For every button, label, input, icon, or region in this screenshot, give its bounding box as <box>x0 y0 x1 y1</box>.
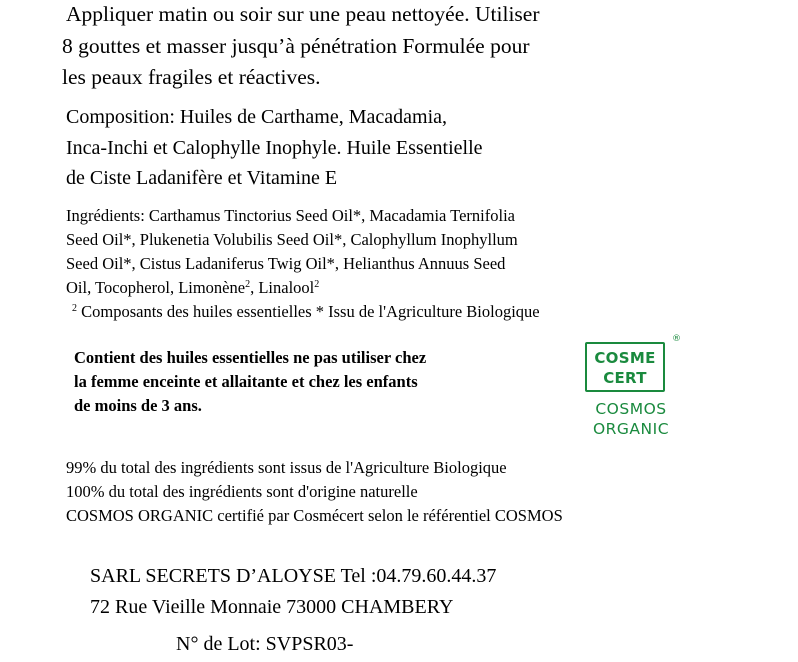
logo-box-line: COSME <box>594 349 656 367</box>
certification-line: 99% du total des ingrédients sont issus de l'Agriculture Biologique <box>66 458 507 477</box>
footnote-line <box>72 302 540 322</box>
footnote-marker: 2 <box>245 279 251 290</box>
warning-line: Contient des huiles essentielles ne pas utiliser chez <box>74 348 427 367</box>
certification-line: 100% du total des ingrédients sont d'origine naturelle <box>66 482 418 501</box>
logo-line-organic: ORGANIC <box>592 420 670 438</box>
company-name-phone: SARL SECRETS D’ALOYSE Tel :04.79.60.44.37 <box>90 565 497 587</box>
company-address: 72 Rue Vieille Monnaie 73000 CHAMBERY <box>90 596 454 618</box>
certification-line: COSMOS ORGANIC certifié par Cosmécert selon le référentiel COSMOS <box>66 506 563 525</box>
ingredients-line: Seed Oil*, Cistus Ladaniferus Twig Oil*, Helianthus Annuus Seed <box>66 254 506 273</box>
composition-line: Composition: Huiles de Carthame, Macadamia, <box>66 106 448 128</box>
ingredients-text: Oil, Tocopherol, Limonène <box>66 278 246 297</box>
warning-line: de moins de 3 ans. <box>74 396 202 415</box>
footnote-marker: 2 <box>314 279 320 290</box>
usage-line: Appliquer matin ou soir sur une peau nettoyée. Utiliser <box>66 2 540 26</box>
warning-line: la femme enceinte et allaitante et chez les enfants <box>74 372 418 391</box>
cosmecert-logo-box <box>585 342 665 392</box>
cosmos-organic-logo <box>583 334 687 444</box>
ingredients-line: Seed Oil*, Plukenetia Volubilis Seed Oil*, Calophyllum Inophyllum <box>66 230 518 249</box>
usage-line: les peaux fragiles et réactives. <box>62 65 321 89</box>
footnote-text: Composants des huiles essentielles * Issu de l'Agriculture Biologique <box>77 302 540 321</box>
ingredients-text: , Linalool <box>250 278 315 297</box>
logo-line-cosmos: COSMOS <box>595 400 667 418</box>
composition-line: Inca-Inchi et Calophylle Inophyle. Huile Essentielle <box>66 137 483 159</box>
ingredients-line: Ingrédients: Carthamus Tinctorius Seed Oil*, Macadamia Ternifolia <box>66 206 515 225</box>
lot-number: N° de Lot: SVPSR03- <box>176 633 354 655</box>
usage-line: 8 gouttes et masser jusqu’à pénétration Formulée pour <box>62 34 530 58</box>
registered-mark: ® <box>672 334 681 344</box>
logo-box-line: CERT <box>603 369 647 387</box>
composition-line: de Ciste Ladanifère et Vitamine E <box>66 167 338 189</box>
ingredients-line <box>66 278 319 298</box>
footnote-marker: 2 <box>72 303 77 314</box>
